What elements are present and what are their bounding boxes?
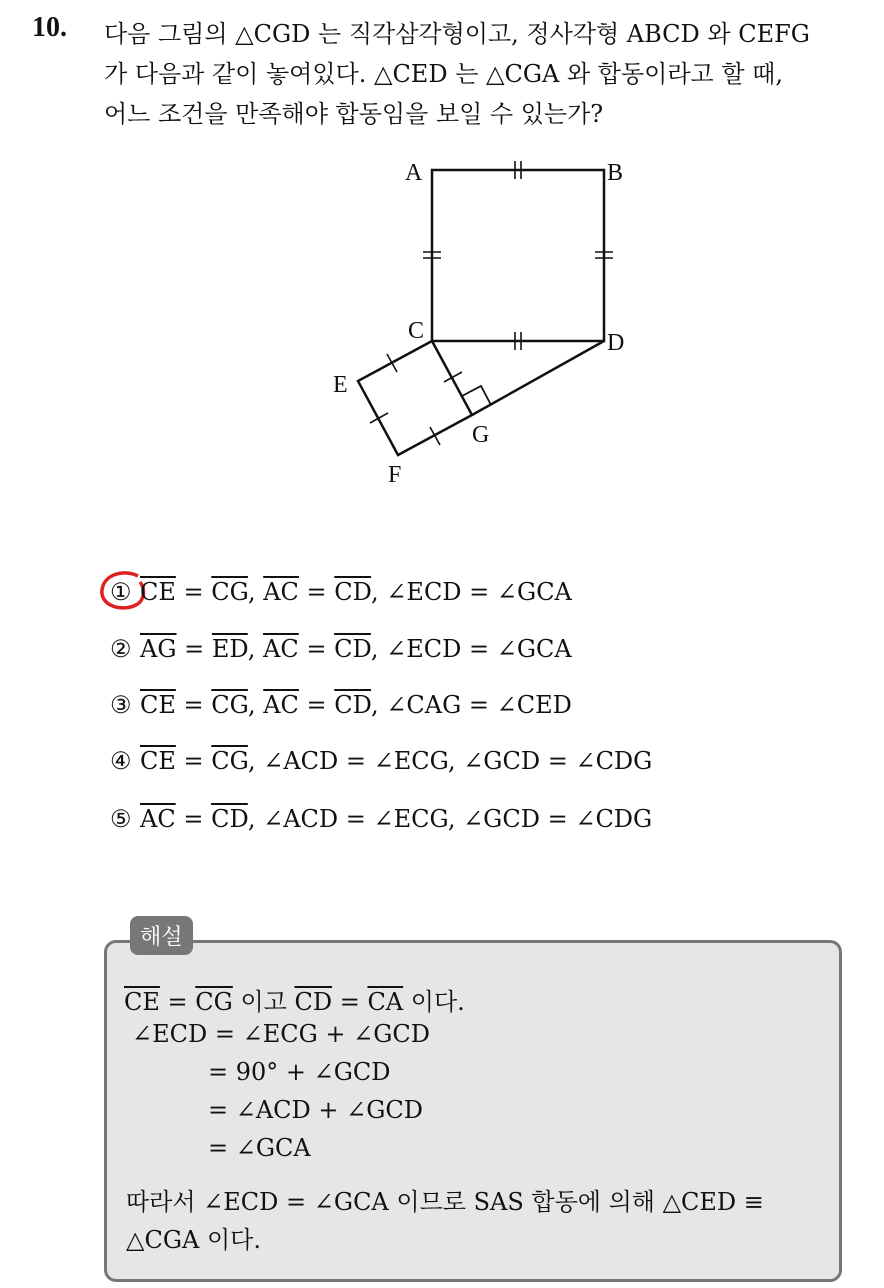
question-line-3: 어느 조건을 만족해야 합동임을 보일 수 있는가? <box>104 100 604 128</box>
segment-label: $\overline{CE}$ <box>140 578 176 606</box>
segment-label: $\overline{CG}$ <box>211 691 248 719</box>
segment-label: $\overline{AC}$ <box>263 578 299 606</box>
square-cefg <box>358 341 472 455</box>
question-line-1: 다음 그림의 △CGD 는 직각삼각형이고, 정사각형 ABCD 와 CEFG <box>104 20 810 48</box>
option-number: ③ <box>110 691 132 719</box>
segment-label: $\overline{CE}$ <box>140 691 176 719</box>
option-4[interactable]: ④ $\overline{CE} = \overline{CG}$, ∠ACD = ∠ECG, ∠GCD = ∠CDG <box>110 747 653 775</box>
option-number: ① <box>110 578 132 606</box>
segment-label: $\overline{AC}$ <box>140 805 176 833</box>
geometry-figure <box>0 0 884 520</box>
option-2[interactable]: ② $\overline{AG} = \overline{ED}$, $\overline{AC} = \overline{CD}$, ∠ECD = ∠GCA <box>110 635 572 663</box>
segment-label: $\overline{AG}$ <box>140 635 177 663</box>
angle-condition: ∠CAG = ∠CED <box>386 691 572 719</box>
solution-tag: 해설 <box>130 916 193 955</box>
solution-line-4: = ∠ACD + ∠GCD <box>208 1096 424 1124</box>
option-3[interactable]: ③ $\overline{CE} = \overline{CG}$, $\overline{AC} = \overline{CD}$, ∠CAG = ∠CED <box>110 691 572 719</box>
segment-label: $\overline{ED}$ <box>211 635 248 663</box>
solution-line-1: $\overline{CE} = \overline{CG}$ 이고 $\overline{CD} = \overline{CA}$ 이다. <box>124 988 465 1016</box>
label-f: F <box>388 462 402 488</box>
solution-line-7: △CGA 이다. <box>126 1226 261 1254</box>
label-d: D <box>607 330 625 356</box>
label-a: A <box>405 160 423 186</box>
solution-line-2: ∠ECD = ∠ECG + ∠GCD <box>132 1020 431 1048</box>
solution-line-6: 따라서 ∠ECD = ∠GCA 이므로 SAS 합동에 의해 △CED ≡ <box>126 1188 764 1216</box>
solution-line-3: = 90° + ∠GCD <box>208 1058 391 1086</box>
segment-label: $\overline{CG}$ <box>211 578 248 606</box>
angle-condition: ∠ECD = ∠GCA <box>386 635 572 663</box>
option-1[interactable]: ① $\overline{CE} = \overline{CG}$, $\overline{AC} = \overline{CD}$, ∠ECD = ∠GCA <box>110 578 572 606</box>
option-number: ④ <box>110 747 132 775</box>
label-c: C <box>408 318 425 344</box>
option-number: ⑤ <box>110 805 132 833</box>
question-number: 10. <box>32 12 67 43</box>
equal-ticks-double <box>423 161 613 350</box>
segment-label: $\overline{CD}$ <box>211 805 248 833</box>
angle-condition: ∠ACD = ∠ECG, ∠GCD = ∠CDG <box>263 747 653 775</box>
segment-label: $\overline{CD}$ <box>334 578 372 606</box>
segment-gd <box>472 341 604 415</box>
segment-label: $\overline{AC}$ <box>263 691 299 719</box>
segment-label: $\overline{CD}$ <box>334 635 371 663</box>
label-b: B <box>607 160 624 186</box>
option-5[interactable]: ⑤ $\overline{AC} = \overline{CD}$, ∠ACD = ∠ECG, ∠GCD = ∠CDG <box>110 805 653 833</box>
angle-condition: ∠ECD = ∠GCA <box>386 578 572 606</box>
segment-label: $\overline{CE}$ <box>140 747 176 775</box>
question-line-2: 가 다음과 같이 놓여있다. △CED 는 △CGA 와 합동이라고 할 때, <box>104 60 783 88</box>
segment-label: $\overline{CG}$ <box>211 747 248 775</box>
solution-line-5: = ∠GCA <box>208 1134 311 1162</box>
segment-label: $\overline{AC}$ <box>263 635 299 663</box>
angle-condition: ∠ACD = ∠ECG, ∠GCD = ∠CDG <box>263 805 653 833</box>
square-abcd <box>432 170 604 341</box>
label-g: G <box>472 422 490 448</box>
option-number: ② <box>110 635 132 663</box>
label-e: E <box>333 372 348 398</box>
segment-label: $\overline{CD}$ <box>334 691 372 719</box>
